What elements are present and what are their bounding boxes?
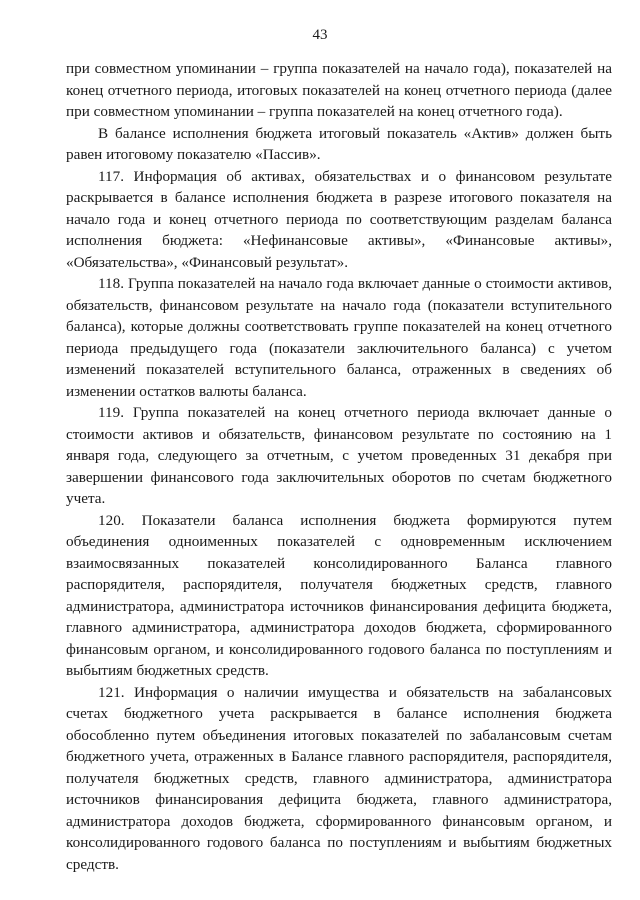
paragraph-119: 119. Группа показателей на конец отчетного периода включает данные о стоимости активов и обязательств, финансовом результате по состоянию на 1 января года, следующего за отчетным, с учетом проведенных 31 декабря при завершении финансового года заключительных оборотов по счетам бюджетного учета.	[66, 404, 612, 507]
paragraph-117: 117. Информация об активах, обязательствах и о финансовом результате раскрывается в балансе исполнения бюджета в разрезе итогового показателя на начало года и конец отчетного периода по соответствующим разделам баланса исполнения бюджета: «Нефинансовые активы», «Финансовые активы», «Обязательства», «Финансовый результат».	[66, 167, 612, 271]
paragraph-balance-equality: В балансе исполнения бюджета итоговый показатель «Актив» должен быть равен итоговому показателю «Пассив».	[66, 124, 612, 163]
paragraph-continuation: при совместном упоминании – группа показателей на начало года), показателей на конец отчетного периода, итоговых показателей на конец отчетного периода (далее при совместном упоминании – группа показателей на конец отчетного года).	[66, 60, 612, 120]
document-body	[66, 58, 612, 875]
paragraph-118: 118. Группа показателей на начало года включает данные о стоимости активов, обязательств, финансовом результате на начало года (показатели вступительного баланса), которые должны соответствовать группе показателей на конец отчетного периода предыдущего года (показатели заключительного баланса) с учетом изменений показателей вступительного баланса, отраженных в сведениях об изменении остатков валюты баланса.	[66, 275, 612, 400]
page-number: 43	[312, 27, 328, 43]
paragraph-120: 120. Показатели баланса исполнения бюджета формируются путем объединения одноименных показателей с одновременным исключением взаимосвязанных показателей консолидированного Баланса главного распорядителя, распорядителя, получателя бюджетных средств, главного администратора, администратора источников финансирования дефицита бюджета, главного администратора, администратора доходов бюджета, сформированного финансовым органом, и консолидированного годового баланса по поступлениям и выбытиям бюджетных средств.	[66, 511, 612, 679]
paragraph-121: 121. Информация о наличии имущества и обязательств на забалансовых счетах бюджетного учета раскрывается в балансе исполнения бюджета обособленно путем объединения итоговых показателей по забалансовым счетам бюджетного учета, отраженных в Балансе главного распорядителя, распорядителя, получателя бюджетных средств, главного администратора, администратора источников финансирования дефицита бюджета, главного администратора, администратора доходов бюджета, сформированного финансовым органом, и консолидированного годового баланса по поступлениям и выбытиям бюджетных средств.	[66, 683, 612, 873]
